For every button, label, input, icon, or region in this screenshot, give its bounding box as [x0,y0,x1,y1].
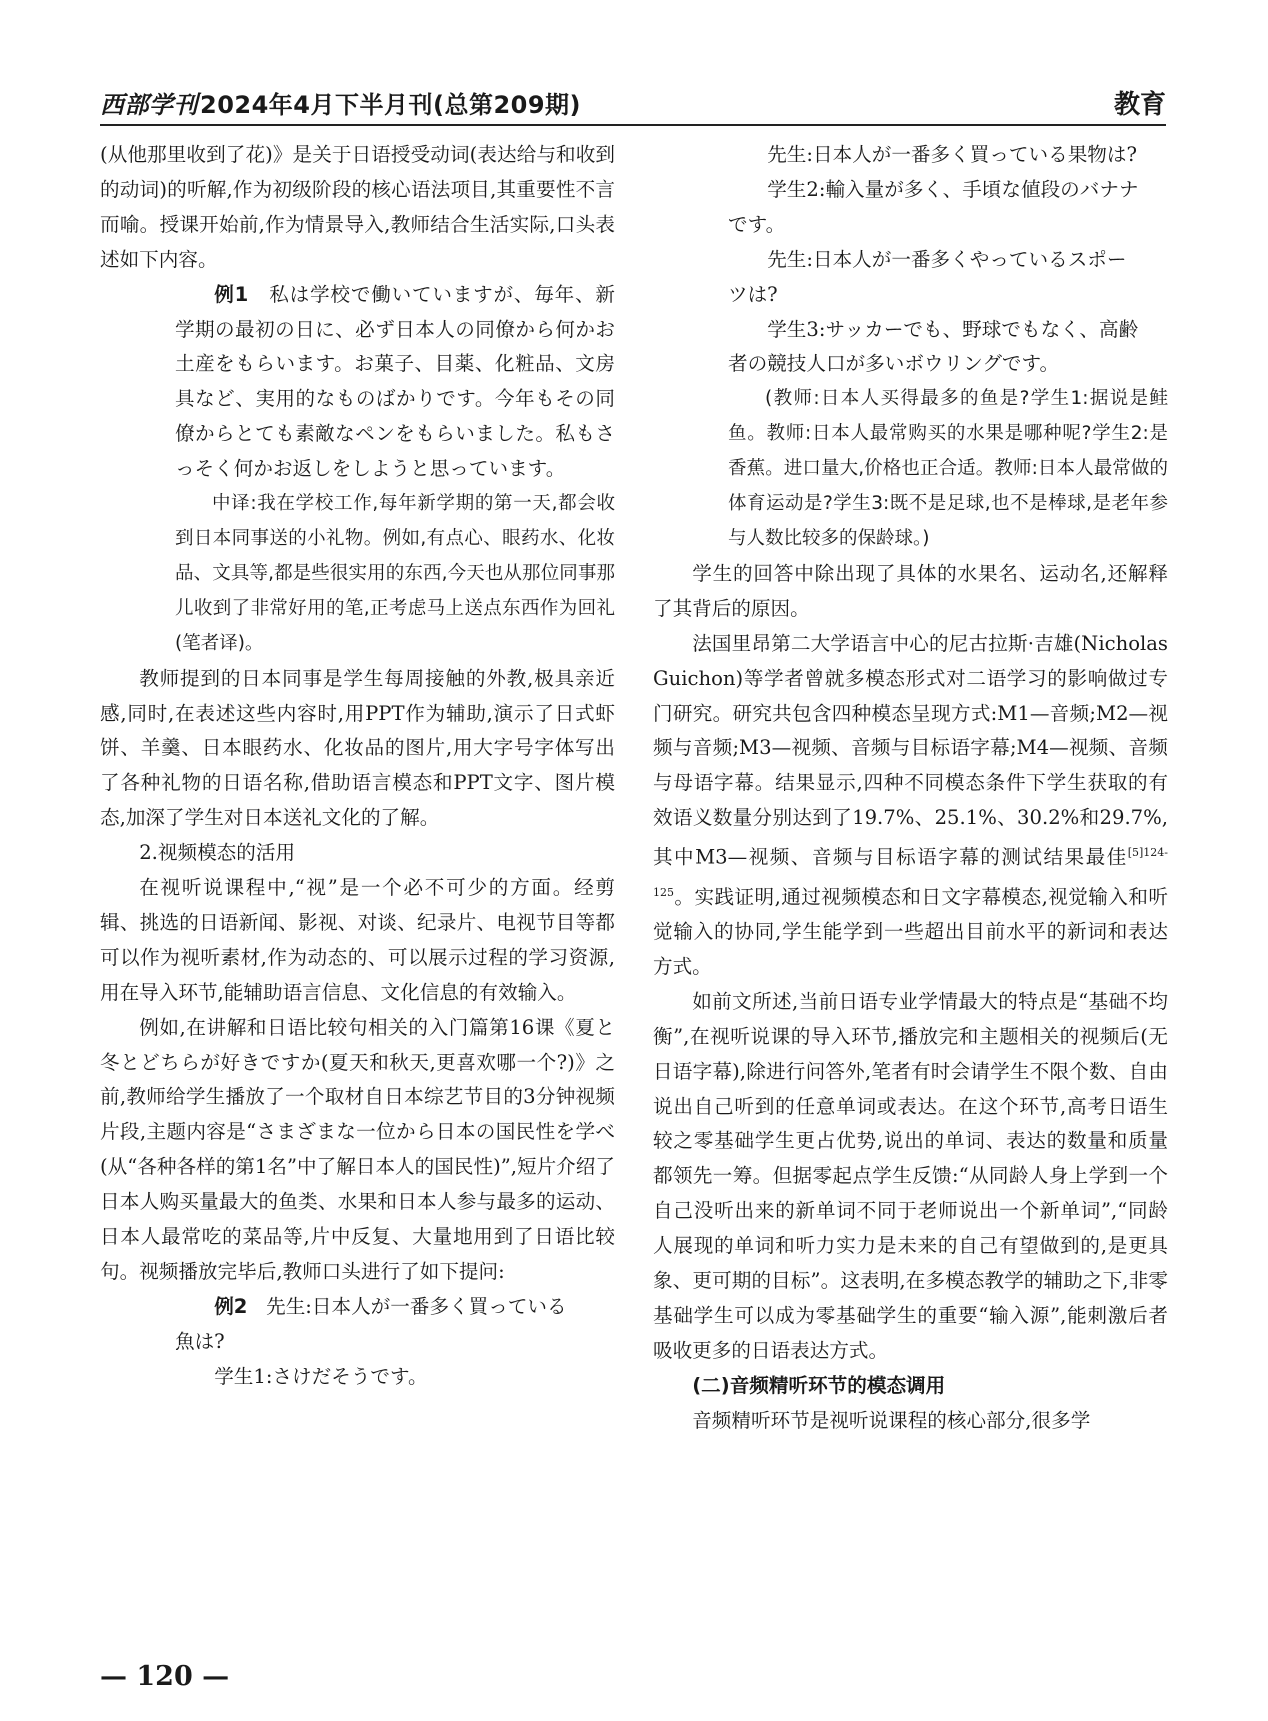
dialogue-line: です。 [728,212,786,236]
citation: [5]124-125 [653,846,1168,899]
right-column [653,138,1168,1439]
journal-logo: 西部学刊 [100,90,198,119]
journal-info [100,88,581,122]
paragraph: 如前文所述,当前日语专业学情最大的特点是“基础不均衡”,在视听说课的导入环节,播放完和主题相关的视频后(无日语字幕),除进行问答外,笔者有时会请学生不限个数、自由说出自己听到的任意单词或表达。在这个环节,高考日语生较之零基础学生更占优势,说出的单词、表达的数量和质量都领先一筹。但据零起点学生反馈:“从同龄人身上学到一个自己没听出来的新单词不同于老师说出一个新单词”,“同龄人展现的单词和听力实力是未来的自己有望做到的,是更具象、更可期的目标”。这表明,在多模态教学的辅助之下,非零基础学生可以成为零基础学生的重要“输入源”,能刺激后者吸收更多的日语表达方式。 [653,989,1168,1362]
dialogue-line: 者の競技人口が多いボウリングです。 [728,352,1060,376]
dialogue-line: 学生3:サッカーでも、野球でもなく、高齢 [767,317,1139,341]
paragraph: 教师提到的日本同事是学生每周接触的外教,极具亲近感,同时,在表述这些内容时,用PPT作为辅助,演示了日式虾饼、羊羹、日本眼药水、化妆品的图片,用大字号字体写出了各种礼物的日语名称,借助语言模态和PPT文字、图片模态,加深了学生对日本送礼文化的了解。 [100,666,615,830]
example-1 [100,278,615,487]
example-text: 私は学校で働いていますが、毎年、新学期の最初の日に、必ず日本人の同僚から何かお土産をもらいます。お菓子、目薬、化粧品、文房具など、実用的なものばかりです。今年もその同僚からとても素敵なペンをもらいました。私もさっそく何かお返しをしようと思っています。 [175,282,616,481]
example-2-translation: (教师:日本人买得最多的鱼是?学生1:据说是鲑鱼。教师:日本人最常购买的水果是哪种呢?学生2:是香蕉。进口量大,价格也正合适。教师:日本人最常做的体育运动是?学生3:既不是足球,也不是棒球,是老年参与人数比较多的保龄球。) [728,388,1168,549]
paragraph: 例如,在讲解和日语比较句相关的入门篇第16课《夏と冬とどちらが好きですか(夏天和秋天,更喜欢哪一个?)》之前,教师给学生播放了一个取材自日本综艺节目的3分钟视频片段,主题内容是“さまざまな一位から日本の国民性を学べ(从“各种各样的第1名”中了解日本人的国民性)”,短片介绍了日本人购买量最大的鱼类、水果和日本人参与最多的运动、日本人最常吃的菜品等,片中反复、大量地用到了日语比较句。视频播放完毕后,教师口头进行了如下提问: [100,1015,615,1283]
example-label: 例1 [214,282,249,306]
paragraph-text: 法国里昂第二大学语言中心的尼古拉斯·吉雄(Nicholas Guichon)等学者曾就多模态形式对二语学习的影响做过专门研究。研究共包含四种模态呈现方式:M1—音频;M2—视频与音频;M3—视频、音频与目标语字幕;M4—视频、音频与母语字幕。结果显示,四种不同模态条件下学生获取的有效语义数量分别达到了19.7%、25.1%、30.2%和29.7%,其中M3—视频、音频与目标语字幕的测试结果最佳 [653,631,1168,869]
dialogue-line: 魚は? [175,1329,225,1353]
dialogue-line: 学生1:さけだそうです。 [214,1364,428,1388]
paragraph: 在视听说课程中,“视”是一个必不可少的方面。经剪辑、挑选的日语新闻、影视、对谈、纪录片、电视节目等都可以作为视听素材,作为动态的、可以展示过程的学习资源,用在导入环节,能辅助语言信息、文化信息的有效输入。 [100,876,615,1004]
example-1-translation: 中译:我在学校工作,每年新学期的第一天,都会收到日本同事送的小礼物。例如,有点心、眼药水、化妆品、文具等,都是些很实用的东西,今天也从那位同事那儿收到了非常好用的笔,正考虑马上送点东西作为回礼(笔者译)。 [175,493,615,654]
dialogue-line: ツは? [728,282,778,306]
running-header [100,88,1166,122]
subsection-heading: 2.视频模态的活用 [139,841,296,865]
paragraph: (从他那里收到了花)》是关于日语授受动词(表达给与和收到的动词)的听解,作为初级阶段的核心语法项目,其重要性不言而喻。授课开始前,作为情景导入,教师结合生活实际,口头表述如下内容。 [100,143,615,271]
example-label: 例2 [214,1294,248,1318]
dialogue-line: 先生:日本人が一番多く買っている果物は? [767,143,1137,166]
paragraph: 音频精听环节是视听说课程的核心部分,很多学 [692,1408,1091,1432]
paragraph: 学生的回答中除出现了具体的水果名、运动名,还解释了其背后的原因。 [653,561,1168,620]
paragraph [653,627,1168,985]
paragraph-text: 。实践证明,通过视频模态和日文字幕模态,视觉输入和听觉输入的协同,学生能学到一些超出目前水平的新词和表达方式。 [653,885,1168,978]
dialogue-line: 学生2:輸入量が多く、手頃な値段のバナナ [767,177,1139,201]
example-2 [100,1290,615,1325]
section-label: 教育 [1113,90,1166,120]
section-heading: (二)音频精听环节的模态调用 [692,1373,946,1397]
journal-issue: 2024年4月下半月刊(总第209期) [200,91,582,119]
page-number: — 120 — [100,1661,230,1692]
header-rule [100,124,1166,126]
dialogue-line: 先生:日本人が一番多くやっているスポー [767,247,1127,271]
left-column [100,138,615,1395]
dialogue-line: 先生:日本人が一番多く買っている [266,1294,567,1318]
